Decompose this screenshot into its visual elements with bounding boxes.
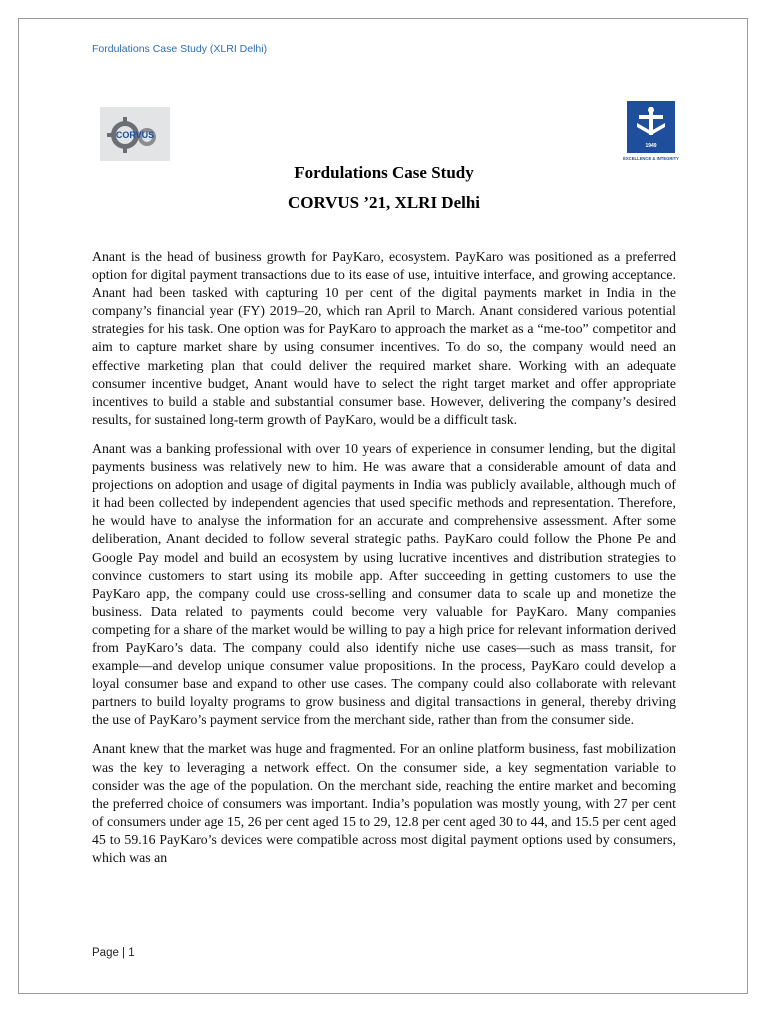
paragraph: Anant was a banking professional with over 10 years of experience in consumer lending, but the digital payments business was relatively new to him. He was aware that a considerable amount of data and projections on adoption and usage of digital payments in India was publicly available, although much of it had been collected by independent agencies that used specific methods and representation. Therefore, he would have to analyse the information for an accurate and comprehensive assessment. After some deliberation, Anant decided to follow several strategic paths. PayKaro could follow the Phone Pe and Google Pay model and build an ecosystem by using lucrative incentives and distribution strategies to convince customers to start using its mobile app. After succeeding in getting customers to use the PayKaro app, the company could use cross-selling and consumer data to scale up and monetize the business. Data related to payments could become very valuable for PayKaro. Many companies competing for a share of the market would be willing to pay a high price for relevant information derived from PayKaro’s data. The company could also identify niche use cases—such as mass transit, for example—and develop unique consumer value propositions. In the process, PayKaro could develop a loyal consumer base and expand to other use cases. The company could also collaborate with relevant partners to build loyalty programs to grow business and digital transactions in general, thereby driving the use of PayKaro’s payment service from the merchant side, rather than from the consumer side. [92,440,676,728]
corvus-gear-icon [100,107,170,161]
xlri-logo-motto: EXCELLENCE & INTEGRITY [623,156,679,161]
body-text [92,248,676,878]
xlri-emblem-icon [623,101,679,163]
document-subtitle: CORVUS ’21, XLRI Delhi [287,193,481,212]
running-header: Fordulations Case Study (XLRI Delhi) [92,43,268,55]
paragraph: Anant is the head of business growth for PayKaro, ecosystem. PayKaro was positioned as a preferred option for digital payment transactions due to its ease of use, intuitive interface, and growing acceptance. Anant had been tasked with capturing 10 per cent of the digital payments market in India in the company’s financial year (FY) 2019–20, which ran April to March. Anant considered various potential strategies for his task. One option was for PayKaro to approach the market as a “me-too” competitor and aim to capture market share by using consumer incentives. To do so, the company would need an effective marketing plan that could deliver the required market share. Working with an adequate consumer incentive budget, Anant would have to select the right target market and offer appropriate incentives to build a stable and substantial consumer base. However, delivering the company’s desired results, for sustained long-term growth of PayKaro, would be a difficult task. [92,249,676,427]
corvus-logo [100,107,170,161]
document-title: Fordulations Case Study [294,163,474,182]
corvus-logo-text: CORVUS [115,130,155,140]
paragraph: Anant knew that the market was huge and fragmented. For an online platform business, fast mobilization was the key to leveraging a network effect. On the consumer side, a key segmentation variable to consider was the age of the population. On the merchant side, reaching the entire market and becoming the preferred choice of consumers was important. India’s population was mostly young, with 27 per cent of consumers under age 15, 26 per cent aged 15 to 29, 12.8 per cent aged 30 to 44, and 15.5 per cent aged 45 to 59.16 PayKaro’s devices were compatible across most digital payment options used by consumers, which was an [92,741,676,865]
page-number: Page | 1 [92,947,135,959]
xlri-logo [623,101,679,163]
xlri-logo-year: 1949 [645,143,657,149]
title-block [92,161,676,221]
